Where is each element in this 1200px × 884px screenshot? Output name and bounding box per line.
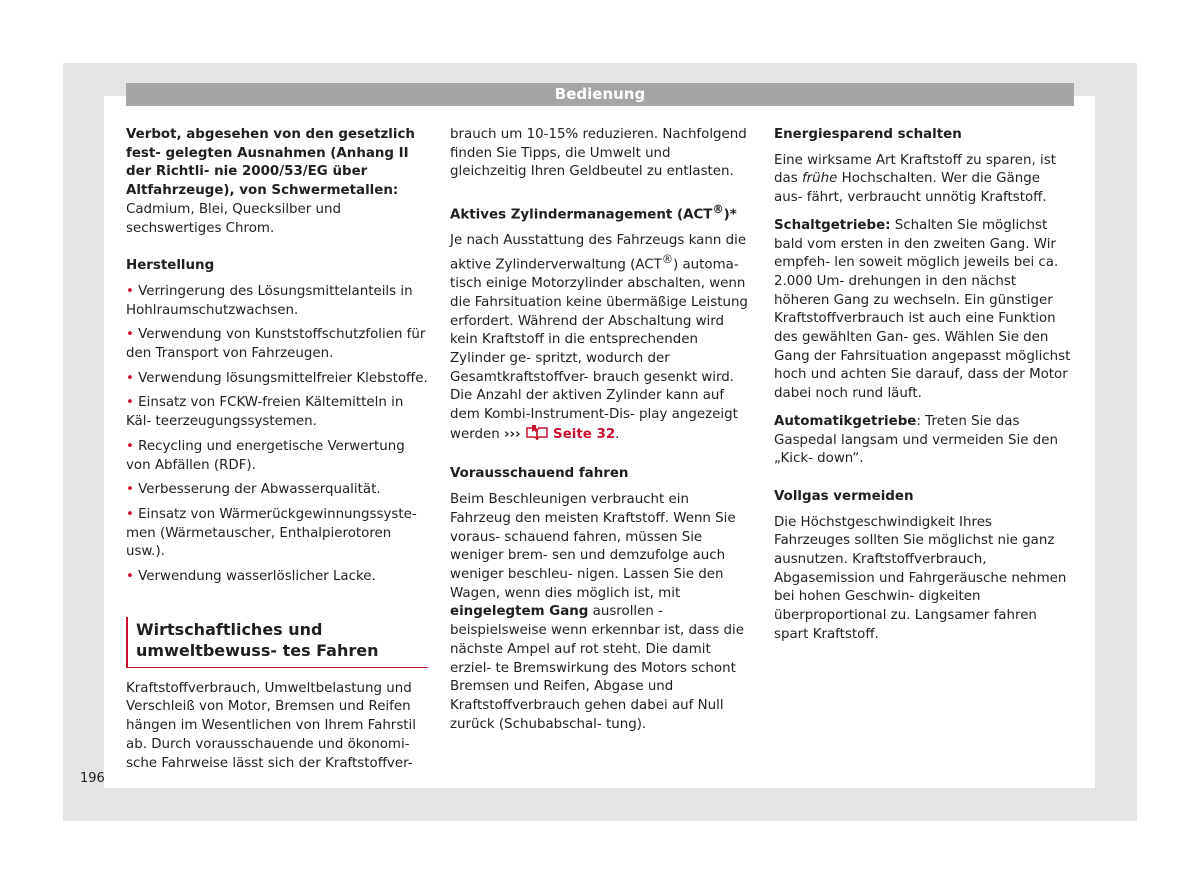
bullet-text: Einsatz von Wärmerückgewinnungssyste- men (Wärmetauscher, Enthalpierotoren usw.). — [126, 506, 417, 560]
energie-text-1: Eine wirksame Art Kraftstoff zu sparen, ist das — [774, 152, 1056, 187]
bullet-icon: • — [126, 506, 134, 522]
schaltgetriebe-paragraph — [774, 217, 1072, 404]
act-text-2: ) automa- tisch einige Motorzylinder abschalten, wenn die Fahrsituation keine übermäßige Leistung erfordert. Während der Abschaltung wird kein Kraftstoff in die entsprechenden Zylinder ge- spritzt, wodurch der Gesamtkraftstoffver- brauch gesenkt wird. Die Anzahl der aktiven Zylinder kann auf dem Kombi-Instrument-Dis- play angezeigt werden — [450, 257, 748, 442]
bullet-text: Einsatz von FCKW-freien Kältemitteln in Käl- teerzeugungssystemen. — [126, 395, 404, 430]
automatikgetriebe-paragraph — [774, 413, 1072, 469]
bullet-item — [126, 568, 428, 587]
herstellung-bullet-list — [126, 283, 428, 587]
xref-page-link[interactable]: Seite 32 — [553, 426, 616, 442]
act-paragraph — [450, 232, 748, 446]
page-number: 196 — [80, 771, 105, 786]
bullet-icon: • — [126, 370, 134, 386]
bullet-item — [126, 506, 428, 562]
act-heading-text: Aktives Zylindermanagement (ACT — [450, 207, 713, 223]
automatikgetriebe-bold: Automatikgetriebe — [774, 413, 917, 429]
vorausschauend-paragraph — [450, 491, 748, 734]
bullet-icon: • — [126, 438, 134, 454]
bullet-text: Recycling und energetische Verwertung von Abfällen (RDF). — [126, 438, 405, 473]
bullet-text: Verwendung lösungsmittelfreier Klebstoffe. — [138, 370, 428, 386]
bullet-item — [126, 481, 428, 500]
xref-end: . — [615, 426, 620, 442]
column-left — [126, 126, 428, 773]
vorausschauend-text-1: Beim Beschleunigen verbraucht ein Fahrzeug den meisten Kraftstoff. Wenn Sie voraus- schauend fahren, müssen Sie weniger brem- sen und demzufolge auch weniger beschleu- nigen. Lassen Sie den Wagen, wenn dies möglich ist, mit — [450, 492, 736, 601]
continued-paragraph: brauch um 10-15% reduzieren. Nachfolgend finden Sie Tipps, die Umwelt und gleichzeitig Ihren Geldbeutel zu entlasten. — [450, 127, 747, 180]
act-registered-sup: ® — [661, 252, 673, 266]
herstellung-heading: Herstellung — [126, 258, 215, 274]
column-right — [774, 126, 1072, 645]
bullet-item — [126, 370, 428, 389]
energie-heading: Energiesparend schalten — [774, 127, 962, 142]
energie-italic: frühe — [801, 171, 838, 187]
intro-rest: Cadmium, Blei, Quecksilber und sechswertiges Chrom. — [126, 201, 342, 236]
bullet-text: Verwendung von Kunststoffschutzfolien für den Transport von Fahrzeugen. — [126, 327, 426, 362]
vollgas-heading: Vollgas vermeiden — [774, 488, 914, 504]
column-middle — [450, 126, 748, 734]
bullet-icon: • — [126, 569, 134, 585]
vorausschauend-text-2: ausrollen - beispielsweise wenn erkennbar ist, dass die nächste Ampel auf rot steht. Die damit erziel- te Bremswirkung des Motors schont Bremsen und Reifen, Abgase und Kraftstoffverbrauch gehen dabei auf Null zurück (Schubabschal- tung). — [450, 604, 744, 732]
section-heading: Wirtschaftliches und umweltbewuss- tes Fahren — [126, 617, 428, 668]
book-reference-icon — [525, 425, 549, 447]
bullet-item — [126, 394, 428, 431]
act-text-1: Je nach Ausstattung des Fahrzeugs kann die aktive Zylinderverwaltung (ACT — [450, 233, 747, 273]
intro-bold: Verbot, abgesehen von den gesetzlich fest- gelegten Ausnahmen (Anhang II der Richtli- nie 2000/53/EG über Altfahrzeuge), von Schwermetallen: — [126, 127, 415, 199]
vorausschauend-heading: Vorausschauend fahren — [450, 466, 629, 482]
xref-arrows: ››› — [503, 426, 521, 442]
bullet-item — [126, 326, 428, 363]
bullet-icon: • — [126, 327, 134, 343]
schaltgetriebe-bold: Schaltgetriebe: — [774, 217, 891, 233]
bullet-icon: • — [126, 482, 134, 498]
section-paragraph: Kraftstoffverbrauch, Umweltbelastung und Verschleiß von Motor, Bremsen und Reifen hängen im Wesentlichen von Ihrem Fahrstil ab. Durch vorausschauende und ökonomi- sche Fahrweise lässt sich der Kraftstoffver- — [126, 680, 416, 771]
automatikgetriebe-text: : Treten Sie das Gaspedal langsam und vermeiden Sie den „Kick- down“. — [774, 413, 1058, 467]
schaltgetriebe-text: Schalten Sie möglichst bald vom ersten in den zweiten Gang. Wir empfeh- len soweit möglich jeweils bei ca. 2.000 Um- drehungen in den nächst höheren Gang zu wechseln. Ein günstiger Kraftstoffverbrauch ist auch eine Funktion des gewählten Gan- ges. Wählen Sie den Gang der Fahrsituation angepasst möglichst hoch und achten Sie darauf, dass der Motor dabei noch rund läuft. — [774, 217, 1071, 402]
act-heading-registered-sup: ® — [712, 203, 724, 217]
section-header-title: Bedienung — [554, 85, 646, 103]
vollgas-paragraph: Die Höchstgeschwindigkeit Ihres Fahrzeuges sollten Sie möglichst nie ganz ausnutzen. Kraftstoffverbrauch, Abgasemission und Fahrgeräusche nehmen bei hohen Geschwin- digkeiten überproportional zu. Langsamer fahren spart Kraftstoff. — [774, 514, 1067, 642]
energie-paragraph — [774, 152, 1072, 208]
bullet-item — [126, 283, 428, 320]
bullet-item — [126, 438, 428, 475]
bullet-text: Verbesserung der Abwasserqualität. — [138, 482, 381, 498]
bullet-text: Verringerung des Lösungsmittelanteils in Hohlraumschutzwachsen. — [126, 283, 413, 318]
section-header-bar — [126, 83, 1074, 106]
bullet-icon: • — [126, 395, 134, 411]
bullet-icon: • — [126, 283, 134, 299]
intro-paragraph — [126, 126, 428, 238]
vorausschauend-bold: eingelegtem Gang — [450, 604, 589, 620]
act-heading — [450, 201, 748, 225]
act-heading-end: )* — [723, 207, 737, 223]
bullet-text: Verwendung wasserlöslicher Lacke. — [138, 569, 376, 585]
energie-text-2: Hochschalten. Wer die Gänge aus- fährt, verbraucht unnötig Kraftstoff. — [774, 171, 1047, 206]
